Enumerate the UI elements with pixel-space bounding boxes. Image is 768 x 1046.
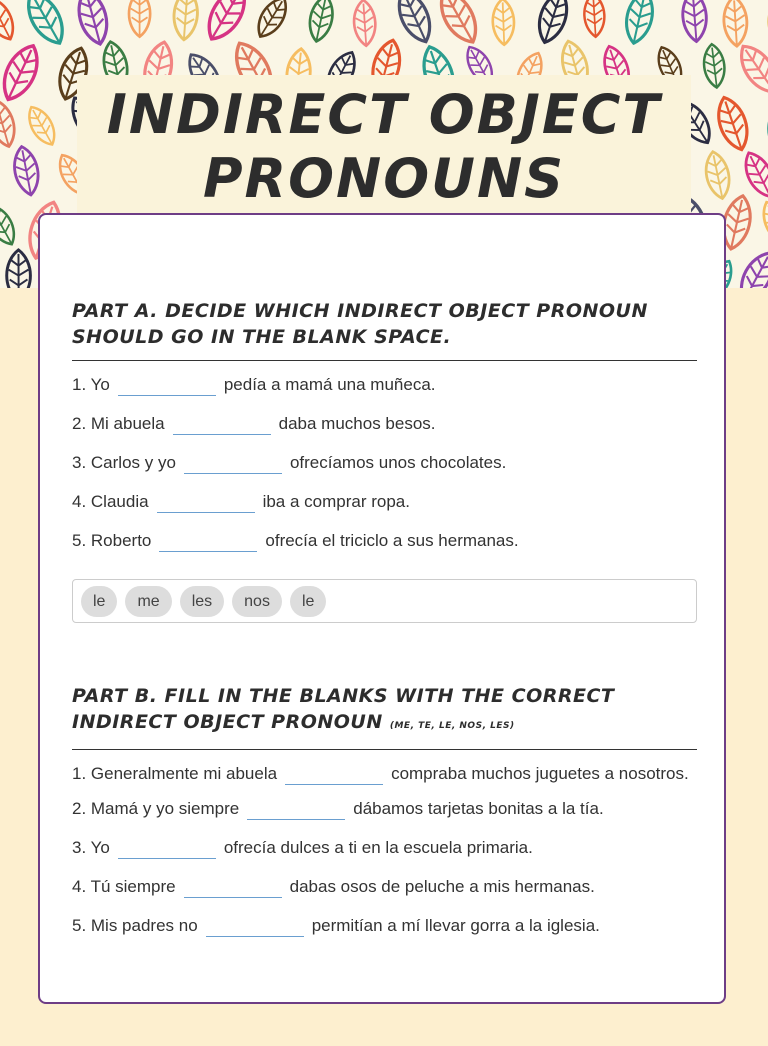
leaf-icon <box>172 0 199 41</box>
answer-blank[interactable] <box>285 764 383 785</box>
leaf-icon <box>0 0 20 44</box>
answer-blank[interactable] <box>159 531 257 552</box>
answer-blank[interactable] <box>118 375 216 396</box>
question-text: 4. Tú siempre <box>72 877 176 896</box>
leaf-icon <box>533 0 573 46</box>
question-text: iba a comprar ropa. <box>262 492 410 511</box>
question-text: ofrecíamos unos chocolates. <box>289 453 507 472</box>
leaf-icon <box>73 0 112 47</box>
answer-blank[interactable] <box>184 877 282 898</box>
question-b4 <box>72 873 697 901</box>
leaf-icon <box>622 0 658 46</box>
question-text: dábamos tarjetas bonitas a la tía. <box>353 799 604 818</box>
question-text: permitían a mí llevar gorra a la iglesia. <box>311 916 600 935</box>
question-text: 5. Mis padres no <box>72 916 198 935</box>
part-a-title: PART A. DECIDE WHICH INDIRECT OBJECT PRONOUN SHOULD GO IN THE BLANK SPACE. <box>72 298 697 361</box>
question-text: 2. Mi abuela <box>72 414 165 433</box>
question-text: pedía a mamá una muñeca. <box>223 375 436 394</box>
question-text: 4. Claudia <box>72 492 149 511</box>
question-b2 <box>72 795 697 823</box>
part-b-questions <box>72 760 697 940</box>
leaf-icon <box>200 0 254 46</box>
part-b-section <box>72 683 697 951</box>
leaf-icon <box>306 0 337 44</box>
leaf-icon <box>757 197 768 249</box>
question-text: ofrecía dulces a ti en la escuela primaria. <box>223 838 533 857</box>
question-text: 2. Mamá y yo siempre <box>72 799 240 818</box>
leaf-icon <box>7 250 31 288</box>
part-b-title <box>72 683 697 750</box>
question-text: 3. Yo <box>72 838 110 857</box>
question-text: 3. Carlos y yo <box>72 453 176 472</box>
title-line-2: PRONOUNS <box>202 147 566 210</box>
question-a4 <box>72 488 697 516</box>
question-a3 <box>72 449 697 477</box>
leaf-icon <box>492 0 515 45</box>
title-line-1: INDIRECT OBJECT <box>106 83 662 146</box>
question-a5 <box>72 527 697 555</box>
part-a-section <box>72 298 697 566</box>
leaf-icon <box>20 0 71 50</box>
question-text: ofrecía el triciclo a sus hermanas. <box>265 531 519 550</box>
leaf-icon <box>681 0 708 42</box>
answer-blank[interactable] <box>118 838 216 859</box>
leaf-icon <box>733 39 768 99</box>
leaf-icon <box>739 148 768 202</box>
word-chip-me[interactable]: me <box>125 586 171 617</box>
leaf-icon <box>702 150 733 201</box>
word-chip-nos[interactable]: nos <box>232 586 282 617</box>
leaf-icon <box>11 144 43 197</box>
leaf-icon <box>391 0 437 47</box>
part-a-questions <box>72 371 697 555</box>
question-text: daba muchos besos. <box>278 414 436 433</box>
leaf-icon <box>23 102 61 149</box>
question-text: 5. Roberto <box>72 531 152 550</box>
question-a2 <box>72 410 697 438</box>
answer-blank[interactable] <box>157 492 255 513</box>
question-b5 <box>72 912 697 940</box>
leaf-icon <box>0 201 21 250</box>
worksheet-card <box>38 213 726 1004</box>
leaf-icon <box>733 247 768 288</box>
leaf-icon <box>583 0 606 37</box>
question-b1 <box>72 760 697 788</box>
answer-blank[interactable] <box>184 453 282 474</box>
question-text: 1. Yo <box>72 375 110 394</box>
part-b-title-text: PART B. FILL IN THE BLANKS WITH THE CORRECT INDIRECT OBJECT PRONOUN <box>72 685 615 733</box>
page-title <box>77 83 691 211</box>
leaf-icon <box>129 0 150 37</box>
title-banner <box>77 75 691 215</box>
leaf-icon <box>353 0 377 46</box>
answer-blank[interactable] <box>173 414 271 435</box>
leaf-icon <box>0 97 20 149</box>
leaf-icon <box>251 0 292 42</box>
word-chip-le[interactable]: le <box>81 586 117 617</box>
question-text: 1. Generalmente mi abuela <box>72 764 278 783</box>
leaf-icon <box>763 0 768 39</box>
word-chip-les[interactable]: les <box>180 586 224 617</box>
leaf-icon <box>432 0 484 49</box>
leaf-icon <box>702 43 727 89</box>
question-text: compraba muchos juguetes a nosotros. <box>391 764 689 783</box>
leaf-icon <box>712 93 754 153</box>
answer-blank[interactable] <box>206 916 304 937</box>
question-text: dabas osos de peluche a mis hermanas. <box>289 877 595 896</box>
word-bank <box>72 579 697 623</box>
leaf-icon <box>0 40 46 105</box>
question-a1 <box>72 371 697 399</box>
part-b-title-hint: (ME, TE, LE, NOS, LES) <box>389 721 515 731</box>
leaf-icon <box>722 0 748 47</box>
question-b3 <box>72 834 697 862</box>
word-chip-le-2[interactable]: le <box>290 586 326 617</box>
answer-blank[interactable] <box>247 799 345 820</box>
